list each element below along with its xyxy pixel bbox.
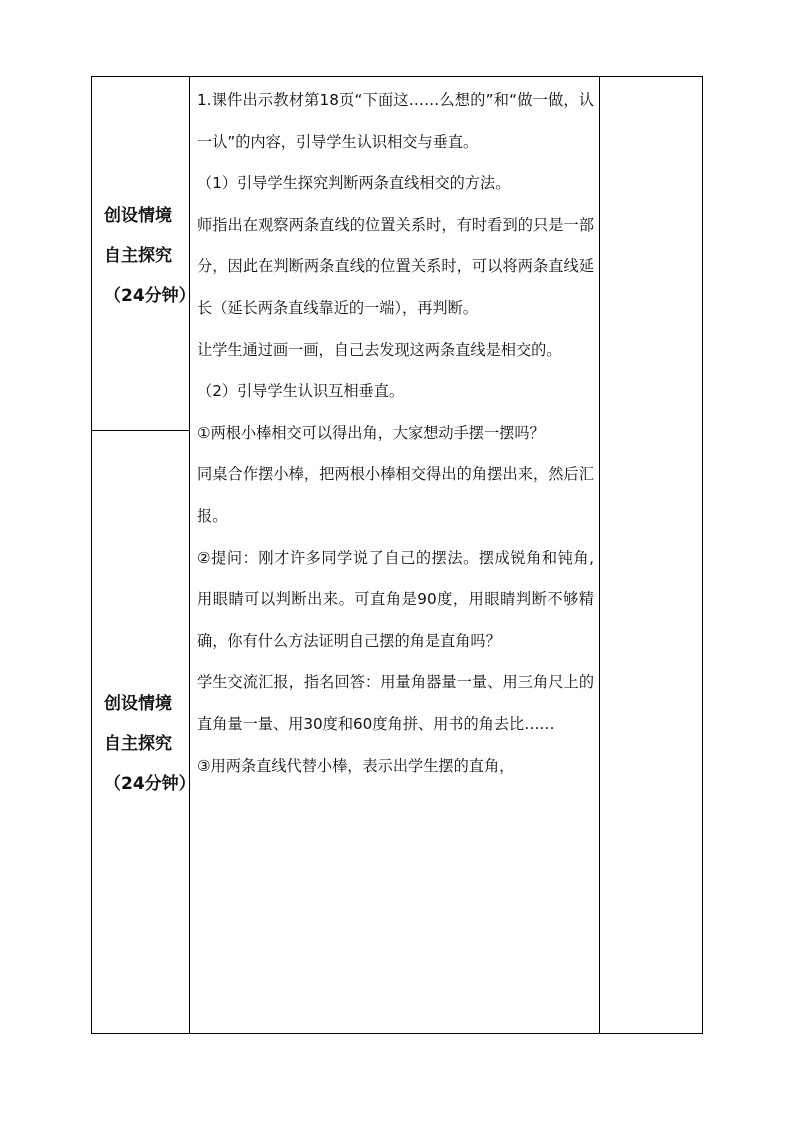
stage-label-line: 自主探究 <box>104 246 172 266</box>
stage-label-line: （24分钟） <box>104 774 196 794</box>
content-paragraph: 让学生通过画一画，自己去发现这两条直线是相交的。 <box>197 340 562 359</box>
lesson-plan-table <box>91 76 703 1034</box>
stage-label-line: 创设情境 <box>104 694 172 714</box>
content-paragraph: ③用两条直线代替小棒，表示出学生摆的直角， <box>197 756 515 775</box>
stage-label <box>104 196 196 316</box>
stage-label-line: 自主探究 <box>104 734 172 754</box>
activity-content <box>197 80 594 787</box>
content-paragraph: （2）引导学生认识互相垂直。 <box>197 382 405 401</box>
content-paragraph: ①两根小棒相交可以得出角，大家想动手摆一摆吗？ <box>197 423 545 442</box>
content-paragraph: 学生交流汇报，指名回答：用量角器量一量、用三角尺上的直角量一量、用30度和60度角拼、用书的角去比…… <box>197 673 594 733</box>
stage-label-line: 创设情境 <box>104 206 172 226</box>
content-paragraph: 师指出在观察两条直线的位置关系时，有时看到的只是一部分，因此在判断两条直线的位置关系时，可以将两条直线延长（延长两条直线靠近的一端），再判断。 <box>197 215 594 317</box>
notes-cell <box>600 77 702 1033</box>
stage-label-cell <box>92 77 196 430</box>
stage-label-cell <box>92 431 196 1033</box>
activity-content-cell <box>190 77 599 1033</box>
content-paragraph: 同桌合作摆小棒，把两根小棒相交得出的角摆出来，然后汇报。 <box>197 465 594 525</box>
content-paragraph: ②提问：刚才许多同学说了自己的摆法。摆成锐角和钝角,用眼睛可以判断出来。可直角是90度，用眼睛判断不够精确，你有什么方法证明自己摆的角是直角吗？ <box>197 548 594 650</box>
stage-label <box>104 684 196 804</box>
content-paragraph: 1.课件出示教材第18页“下面这……么想的”和“做一做，认一认”的内容，引导学生认识相交与垂直。 <box>197 91 594 151</box>
content-paragraph: （1）引导学生探究判断两条直线相交的方法。 <box>197 174 511 193</box>
stage-label-line: （24分钟） <box>104 286 196 306</box>
